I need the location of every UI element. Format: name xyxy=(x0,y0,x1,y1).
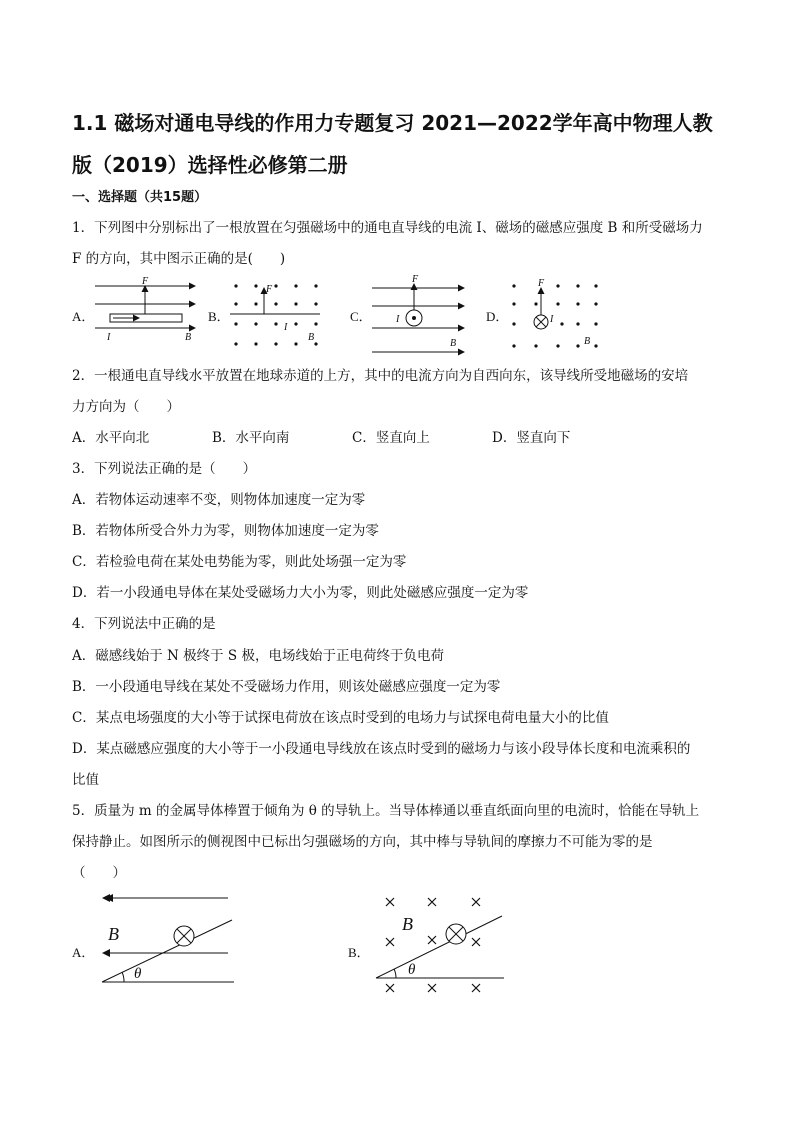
q3-option-b[interactable]: B．若物体所受合外力为零，则物体加速度一定为零 xyxy=(72,523,379,539)
q1-stem-line2: F 的方向，其中图示正确的是( ) xyxy=(72,251,286,267)
q3-stem: 3．下列说法正确的是（ ） xyxy=(72,461,257,477)
q1c-i-label: I xyxy=(396,314,400,325)
q2-options xyxy=(72,426,632,446)
q3-option-a[interactable]: A．若物体运动速率不变，则物体加速度一定为零 xyxy=(72,492,366,508)
q5-option-a-label: A． xyxy=(72,945,95,960)
q1-stem-line1: 1．下列图中分别标出了一根放置在匀强磁场中的通电直导线的电流 I、磁场的磁感应强度 B 和所受磁场力 xyxy=(72,220,703,236)
q4-option-d-cont: 比值 xyxy=(72,772,99,788)
q1d-i-label: I xyxy=(550,314,554,325)
q1-option-d-label: D． xyxy=(486,309,509,324)
page-title: 1.1 磁场对通电导线的作用力专题复习 2021—2022学年高中物理人教版（2019）选择性必修第二册 xyxy=(72,111,713,177)
q1-figure-c xyxy=(372,276,472,356)
q5-stem-line3: （ ） xyxy=(72,865,126,881)
q3-option-c[interactable]: C．若检验电荷在某处电势能为零，则此处场强一定为零 xyxy=(72,554,407,570)
q5-option-b-label: B． xyxy=(348,945,370,960)
q1b-i-label: I xyxy=(284,322,288,333)
q1-option-c-label: C． xyxy=(350,309,372,324)
q5-stem-line2: 保持静止。如图所示的侧视图中已标出匀强磁场的方向，其中棒与导轨间的摩擦力不可能为零的是 xyxy=(72,834,653,850)
q1d-b-label: B xyxy=(584,336,591,347)
q4-option-c[interactable]: C．某点电场强度的大小等于试探电荷放在该点时受到的电场力与试探电荷电量大小的比值 xyxy=(72,710,609,726)
q4-stem: 4．下列说法中正确的是 xyxy=(72,616,216,632)
q2-option-c[interactable]: C．竖直向上 xyxy=(352,430,430,446)
q1-option-b-label: B． xyxy=(208,309,230,324)
q2-option-b[interactable]: B．水平向南 xyxy=(212,430,290,446)
q1-figure-a xyxy=(95,276,205,346)
q1d-f-label: F xyxy=(538,278,545,289)
q1c-f-label: F xyxy=(412,274,419,285)
q1b-b-label: B xyxy=(308,332,315,343)
q4-option-a[interactable]: A．磁感线始于 N 极终于 S 极，电场线始于正电荷终于负电荷 xyxy=(72,648,444,664)
q2-stem-line2: 力方向为（ ） xyxy=(72,399,180,415)
q2-option-d[interactable]: D．竖直向下 xyxy=(492,430,571,446)
q5a-b-label: B xyxy=(108,924,119,944)
q5-figure-b xyxy=(374,892,514,1002)
q1b-f-label: F xyxy=(266,284,273,295)
q5b-b-label: B xyxy=(402,914,413,934)
q1-option-a-label: A． xyxy=(72,309,95,324)
q1c-b-label: B xyxy=(450,338,457,349)
q3-option-d[interactable]: D．若一小段通电导体在某处受磁场力大小为零，则此处磁感应强度一定为零 xyxy=(72,585,529,601)
q5a-theta-label: θ xyxy=(134,966,142,982)
q2-stem-line1: 2．一根通电直导线水平放置在地球赤道的上方，其中的电流方向为自西向东，该导线所受地磁场的安培 xyxy=(72,368,689,384)
section-heading: 一、选择题（共15题） xyxy=(72,190,208,205)
q4-option-b[interactable]: B．一小段通电导线在某处不受磁场力作用，则该处磁感应强度一定为零 xyxy=(72,679,501,695)
q5b-theta-label: θ xyxy=(408,962,416,978)
q1-figure-b xyxy=(228,278,328,348)
q4-option-d[interactable]: D．某点磁感应强度的大小等于一小段通电导线放在该点时受到的磁场力与该小段导体长度和电流乘积的 xyxy=(72,741,691,757)
q1a-f-label: F xyxy=(142,276,149,287)
q2-option-a[interactable]: A．水平向北 xyxy=(72,430,150,446)
q5-figure-a xyxy=(98,890,248,990)
q5-stem-line1: 5．质量为 m 的金属导体棒置于倾角为 θ 的导轨上。当导体棒通以垂直纸面向里的电流时，恰能在导轨上 xyxy=(72,803,700,819)
q1a-i-label: I xyxy=(107,332,111,343)
q1-figure-d xyxy=(508,278,608,353)
q1a-b-label: B xyxy=(185,332,192,343)
